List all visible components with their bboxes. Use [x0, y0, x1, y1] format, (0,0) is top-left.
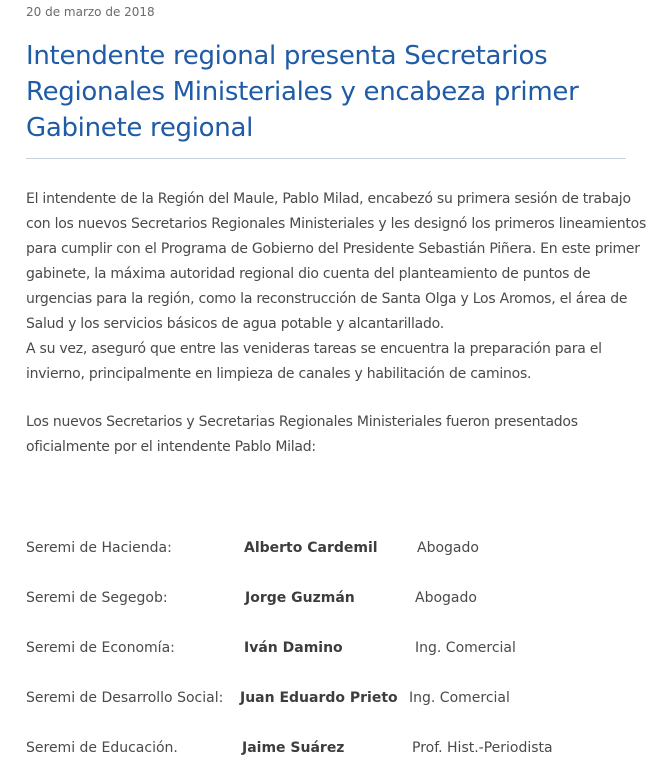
seremi-row — [26, 636, 626, 660]
paragraph-line: Los nuevos Secretarios y Secretarias Regionales Ministeriales fueron presentados — [26, 414, 578, 430]
paragraph-line: para cumplir con el Programa de Gobierno del Presidente Sebastián Piñera. En este primer — [26, 241, 640, 257]
paragraph-line: invierno, principalmente en limpieza de canales y habilitación de caminos. — [26, 366, 532, 382]
seremi-name: Iván Damino — [244, 640, 343, 656]
article-date: 20 de marzo de 2018 — [26, 5, 155, 19]
seremi-role: Seremi de Desarrollo Social: — [26, 690, 224, 706]
paragraph-line: oficialmente por el intendente Pablo Milad: — [26, 439, 316, 455]
title-divider — [26, 158, 626, 159]
seremi-name: Jorge Guzmán — [245, 590, 355, 606]
paragraph-line: A su vez, aseguró que entre las venideras tareas se encuentra la preparación para el — [26, 341, 602, 357]
seremi-profession: Abogado — [415, 590, 477, 606]
paragraph-line: urgencias para la región, como la reconstrucción de Santa Olga y Los Aromos, el área de — [26, 291, 628, 307]
seremi-profession: Abogado — [417, 540, 479, 556]
seremi-row — [26, 736, 626, 760]
seremi-profession: Prof. Hist.-Periodista — [412, 740, 553, 756]
seremi-row — [26, 586, 626, 610]
seremi-profession: Ing. Comercial — [415, 640, 516, 656]
seremi-name: Juan Eduardo Prieto — [240, 690, 398, 706]
article-title: Intendente regional presenta Secretarios Regionales Ministeriales y encabeza primer Gabinete regional — [26, 41, 579, 143]
seremi-name: Alberto Cardemil — [244, 540, 378, 556]
seremi-name: Jaime Suárez — [242, 740, 345, 756]
seremi-role: Seremi de Educación. — [26, 740, 178, 756]
paragraph-line: El intendente de la Región del Maule, Pablo Milad, encabezó su primera sesión de trabajo — [26, 191, 631, 207]
seremi-role: Seremi de Hacienda: — [26, 540, 172, 556]
paragraph-line: Salud y los servicios básicos de agua potable y alcantarillado. — [26, 316, 444, 332]
paragraph-line: gabinete, la máxima autoridad regional dio cuenta del planteamiento de puntos de — [26, 266, 591, 282]
paragraph-line: con los nuevos Secretarios Regionales Ministeriales y les designó los primeros lineamientos — [26, 216, 647, 232]
seremi-profession: Ing. Comercial — [409, 690, 510, 706]
seremi-row — [26, 536, 626, 560]
article-paragraph-presentation — [26, 410, 626, 460]
article-paragraph-intro — [26, 187, 647, 387]
seremi-role: Seremi de Economía: — [26, 640, 175, 656]
seremi-role: Seremi de Segegob: — [26, 590, 168, 606]
seremi-row — [26, 686, 626, 710]
